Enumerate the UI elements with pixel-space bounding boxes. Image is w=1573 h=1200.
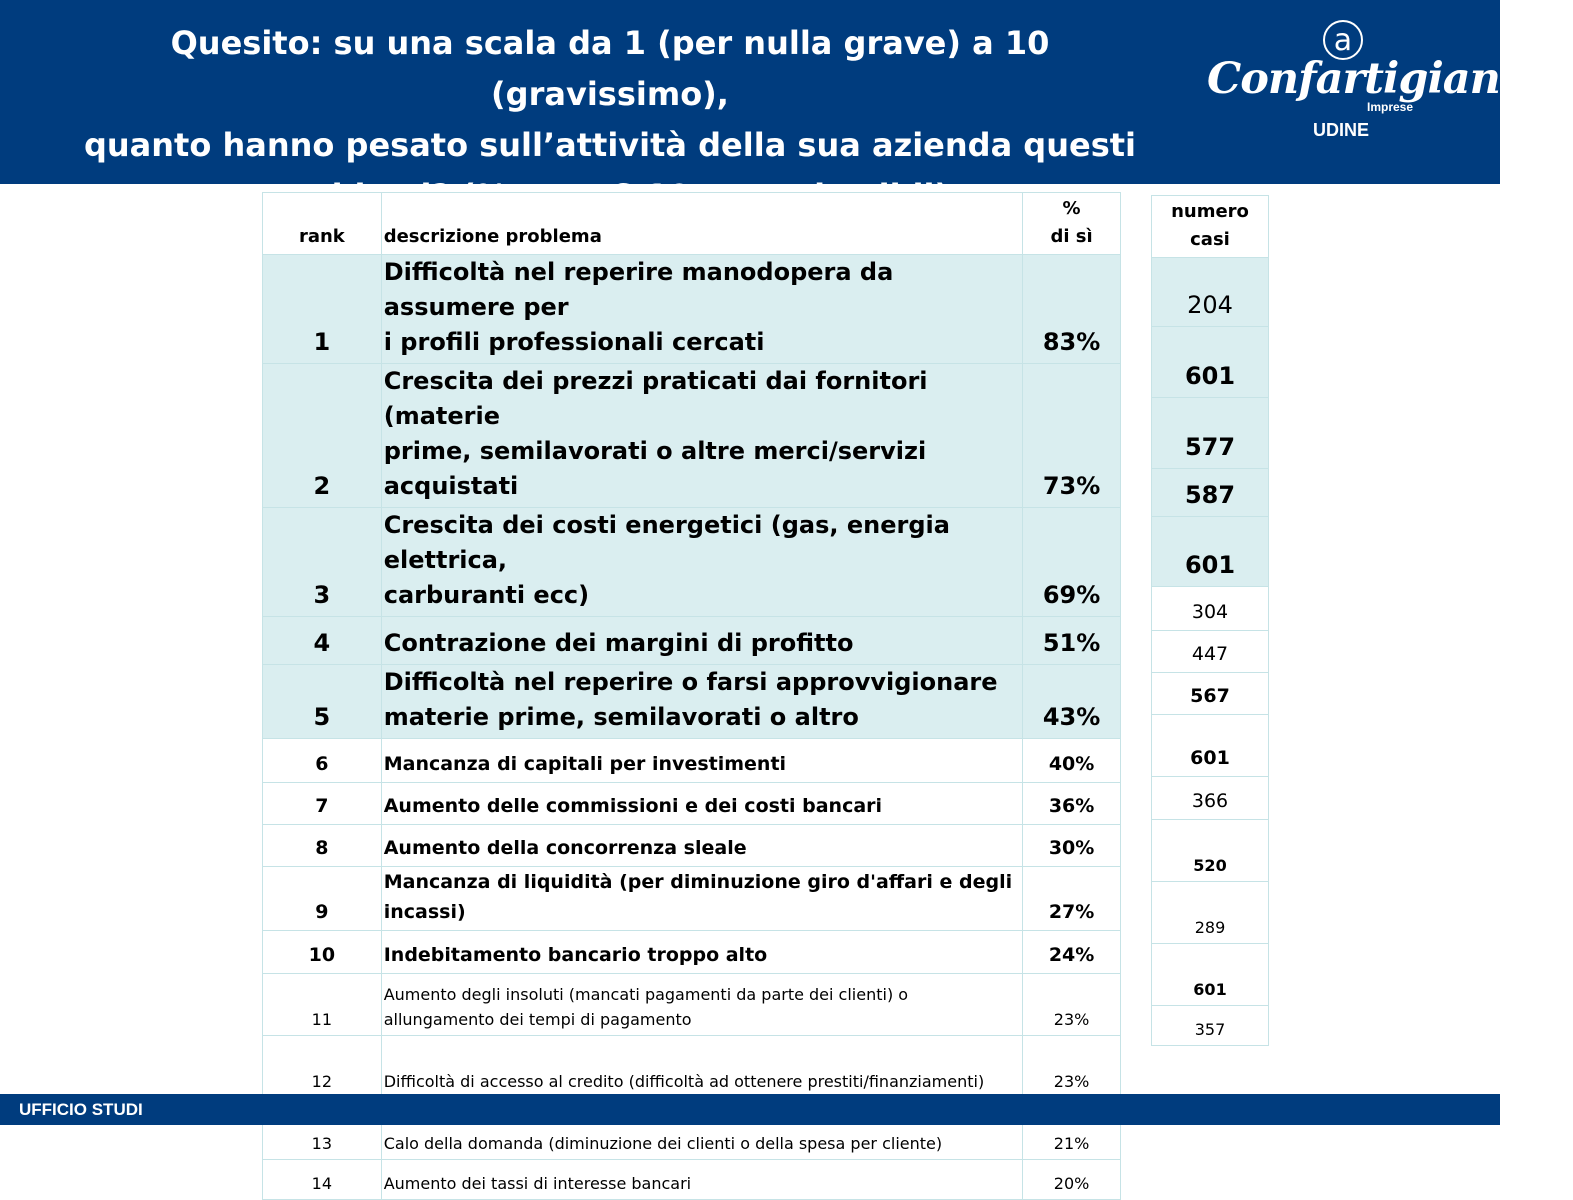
description-cell: Crescita dei prezzi praticati dai fornitori (materie prime, semilavorati o altre merci/servizi acquistati xyxy=(381,364,1022,508)
title-line-2: quanto hanno pesato sull’attività della sua azienda questi xyxy=(83,126,1136,164)
logo-city: UDINE xyxy=(1313,120,1370,140)
cases-cell: 366 xyxy=(1152,777,1269,820)
cases-row xyxy=(1152,882,1269,944)
header-description: descrizione problema xyxy=(381,193,1022,255)
cases-row xyxy=(1152,258,1269,327)
cases-cell: 601 xyxy=(1152,517,1269,587)
rank-cell: 5 xyxy=(263,665,382,739)
table-row xyxy=(263,867,1121,931)
description-cell: Aumento degli insoluti (mancati pagamenti da parte dei clienti) o allungamento dei tempi di pagamento xyxy=(381,974,1022,1036)
percent-cell: 51% xyxy=(1023,617,1121,665)
cases-cell: 447 xyxy=(1152,631,1269,673)
cases-cell: 567 xyxy=(1152,673,1269,715)
description-cell: Aumento della concorrenza sleale xyxy=(381,825,1022,867)
at-symbol-icon: a xyxy=(1323,20,1363,60)
percent-cell: 36% xyxy=(1023,783,1121,825)
table-row xyxy=(263,665,1121,739)
percent-cell: 30% xyxy=(1023,825,1121,867)
cases-table xyxy=(1151,195,1269,1046)
cases-row xyxy=(1152,777,1269,820)
cases-cell: 357 xyxy=(1152,1006,1269,1046)
table-row xyxy=(263,1036,1121,1098)
cases-row xyxy=(1152,820,1269,882)
rank-cell: 7 xyxy=(263,783,382,825)
cases-row xyxy=(1152,715,1269,777)
cases-row xyxy=(1152,673,1269,715)
cases-row xyxy=(1152,517,1269,587)
table-header-row xyxy=(263,193,1121,255)
cases-header-row xyxy=(1152,196,1269,258)
rank-cell: 9 xyxy=(263,867,382,931)
percent-cell: 69% xyxy=(1023,508,1121,617)
cases-row xyxy=(1152,469,1269,517)
percent-cell: 23% xyxy=(1023,974,1121,1036)
cases-cell: 601 xyxy=(1152,327,1269,398)
cases-cell: 289 xyxy=(1152,882,1269,944)
footer-bar xyxy=(0,1094,1500,1125)
footer-label: UFFICIO STUDI xyxy=(19,1100,143,1119)
cases-row xyxy=(1152,1006,1269,1046)
rank-cell: 4 xyxy=(263,617,382,665)
description-cell: Mancanza di liquidità (per diminuzione giro d'affari e degli incassi) xyxy=(381,867,1022,931)
title-line-1: Quesito: su una scala da 1 (per nulla grave) a 10 (gravissimo), xyxy=(170,24,1050,113)
percent-cell: 73% xyxy=(1023,364,1121,508)
rank-cell: 12 xyxy=(263,1036,382,1098)
cases-row xyxy=(1152,398,1269,469)
table-row xyxy=(263,931,1121,974)
logo-subtitle: Imprese xyxy=(1367,100,1414,114)
percent-cell: 21% xyxy=(1023,1098,1121,1160)
header-percent: % di sì xyxy=(1023,193,1121,255)
cases-row xyxy=(1152,587,1269,631)
table-row xyxy=(263,783,1121,825)
description-cell: Aumento delle commissioni e dei costi bancari xyxy=(381,783,1022,825)
logo-name: Confartigianato xyxy=(1207,54,1573,104)
cases-row xyxy=(1152,631,1269,673)
rank-cell: 6 xyxy=(263,739,382,783)
cases-cell: 577 xyxy=(1152,398,1269,469)
percent-cell: 24% xyxy=(1023,931,1121,974)
table-row xyxy=(263,617,1121,665)
rank-cell: 1 xyxy=(263,255,382,364)
table-row xyxy=(263,739,1121,783)
description-cell: Difficoltà di accesso al credito (difficoltà ad ottenere prestiti/finanziamenti) xyxy=(381,1036,1022,1098)
description-cell: Aumento dei tassi di interesse bancari xyxy=(381,1160,1022,1200)
cases-row xyxy=(1152,327,1269,398)
rank-cell: 14 xyxy=(263,1160,382,1200)
percent-cell: 43% xyxy=(1023,665,1121,739)
description-cell: Contrazione dei margini di profitto xyxy=(381,617,1022,665)
cases-row xyxy=(1152,944,1269,1006)
header-bar xyxy=(0,0,1573,184)
percent-cell: 20% xyxy=(1023,1160,1121,1200)
rank-cell: 11 xyxy=(263,974,382,1036)
header-cases: numero casi xyxy=(1152,196,1269,258)
rank-cell: 13 xyxy=(263,1098,382,1160)
cases-cell: 601 xyxy=(1152,715,1269,777)
table-row xyxy=(263,508,1121,617)
table-row xyxy=(263,1160,1121,1200)
rank-cell: 2 xyxy=(263,364,382,508)
percent-cell: 40% xyxy=(1023,739,1121,783)
cases-cell: 204 xyxy=(1152,258,1269,327)
description-cell: Difficoltà nel reperire manodopera da assumere per i profili professionali cercati xyxy=(381,255,1022,364)
confartigianato-logo xyxy=(1205,18,1573,148)
rank-cell: 8 xyxy=(263,825,382,867)
percent-cell: 23% xyxy=(1023,1036,1121,1098)
header-rank: rank xyxy=(263,193,382,255)
cases-cell: 601 xyxy=(1152,944,1269,1006)
description-cell: Difficoltà nel reperire o farsi approvvigionare materie prime, semilavorati o altro xyxy=(381,665,1022,739)
rank-cell: 10 xyxy=(263,931,382,974)
percent-cell: 83% xyxy=(1023,255,1121,364)
cases-cell: 587 xyxy=(1152,469,1269,517)
description-cell: Mancanza di capitali per investimenti xyxy=(381,739,1022,783)
description-cell: Crescita dei costi energetici (gas, energia elettrica, carburanti ecc) xyxy=(381,508,1022,617)
rank-cell: 3 xyxy=(263,508,382,617)
description-cell: Indebitamento bancario troppo alto xyxy=(381,931,1022,974)
cases-cell: 304 xyxy=(1152,587,1269,631)
problems-table xyxy=(262,192,1121,1200)
table-row xyxy=(263,364,1121,508)
table-row xyxy=(263,255,1121,364)
table-row xyxy=(263,974,1121,1036)
table-row xyxy=(263,825,1121,867)
percent-cell: 27% xyxy=(1023,867,1121,931)
description-cell: Calo della domanda (diminuzione dei clienti o della spesa per cliente) xyxy=(381,1098,1022,1160)
cases-cell: 520 xyxy=(1152,820,1269,882)
